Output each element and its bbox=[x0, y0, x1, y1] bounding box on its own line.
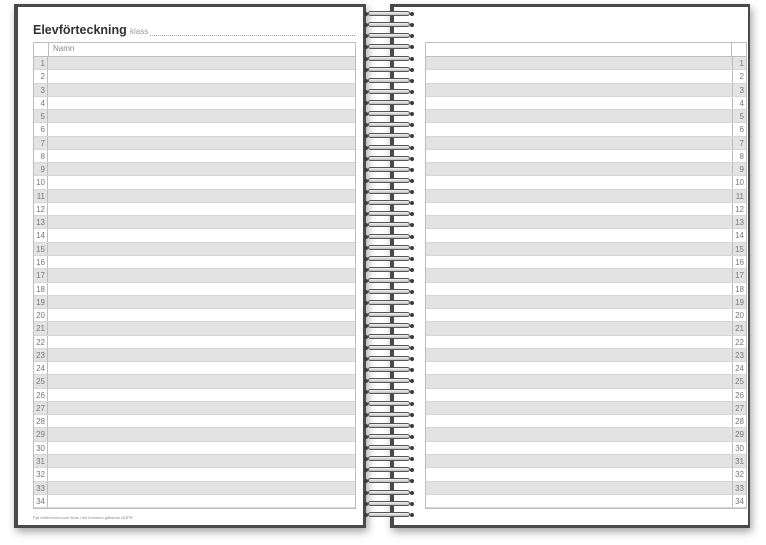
spiral-coil bbox=[364, 43, 414, 52]
klass-label: klass bbox=[130, 27, 149, 36]
spiral-coil bbox=[364, 322, 414, 331]
row-number: 3 bbox=[34, 84, 48, 96]
table-row bbox=[34, 229, 355, 242]
spiral-binding bbox=[364, 6, 414, 528]
spiral-coil bbox=[364, 177, 414, 186]
table-row bbox=[426, 362, 746, 375]
row-number: 10 bbox=[732, 176, 746, 188]
row-number: 2 bbox=[34, 70, 48, 82]
table-rows-right bbox=[426, 57, 746, 508]
row-number: 12 bbox=[34, 203, 48, 215]
row-number: 34 bbox=[732, 495, 746, 507]
spiral-coil bbox=[364, 199, 414, 208]
spiral-coil bbox=[364, 477, 414, 486]
name-column-header: Namn bbox=[53, 44, 75, 53]
table-row bbox=[426, 176, 746, 189]
table-row bbox=[426, 296, 746, 309]
row-number: 3 bbox=[732, 84, 746, 96]
spiral-coil bbox=[364, 66, 414, 75]
table-row bbox=[34, 216, 355, 229]
spiral-coil bbox=[364, 110, 414, 119]
row-number: 9 bbox=[34, 163, 48, 175]
row-number: 14 bbox=[732, 229, 746, 241]
spiral-coil bbox=[364, 221, 414, 230]
spiral-coil bbox=[364, 422, 414, 431]
spiral-coil bbox=[364, 355, 414, 364]
row-number: 17 bbox=[732, 269, 746, 281]
table-row bbox=[34, 322, 355, 335]
spiral-coil bbox=[364, 188, 414, 197]
row-number: 29 bbox=[732, 428, 746, 440]
row-number: 5 bbox=[732, 110, 746, 122]
table-row bbox=[34, 296, 355, 309]
table-rows-left bbox=[34, 57, 355, 508]
spiral-coil bbox=[364, 366, 414, 375]
row-number: 24 bbox=[34, 362, 48, 374]
row-number: 18 bbox=[34, 283, 48, 295]
row-number: 19 bbox=[34, 296, 48, 308]
table-row bbox=[34, 243, 355, 256]
row-number: 15 bbox=[34, 243, 48, 255]
table-row bbox=[426, 70, 746, 83]
table-row bbox=[426, 256, 746, 269]
row-number: 1 bbox=[34, 57, 48, 69]
spiral-coil bbox=[364, 132, 414, 141]
row-number: 34 bbox=[34, 495, 48, 507]
row-number: 8 bbox=[34, 150, 48, 162]
spiral-coil bbox=[364, 55, 414, 64]
table-row bbox=[34, 203, 355, 216]
row-number: 18 bbox=[732, 283, 746, 295]
spiral-coil bbox=[364, 466, 414, 475]
row-number: 9 bbox=[732, 163, 746, 175]
row-number: 13 bbox=[732, 216, 746, 228]
table-row bbox=[34, 190, 355, 203]
table-row bbox=[426, 309, 746, 322]
table-row bbox=[426, 216, 746, 229]
row-number: 16 bbox=[34, 256, 48, 268]
spiral-coil bbox=[364, 411, 414, 420]
row-number: 7 bbox=[34, 137, 48, 149]
table-row bbox=[426, 415, 746, 428]
table-row bbox=[34, 349, 355, 362]
row-number: 10 bbox=[34, 176, 48, 188]
row-number: 8 bbox=[732, 150, 746, 162]
spiral-coil bbox=[364, 299, 414, 308]
table-row bbox=[34, 176, 355, 189]
spiral-coil bbox=[364, 21, 414, 30]
spiral-coil bbox=[364, 288, 414, 297]
table-row bbox=[34, 428, 355, 441]
row-number: 24 bbox=[732, 362, 746, 374]
row-number: 25 bbox=[732, 375, 746, 387]
table-row bbox=[426, 84, 746, 97]
row-number: 2 bbox=[732, 70, 746, 82]
table-row bbox=[34, 84, 355, 97]
table-row bbox=[426, 110, 746, 123]
spiral-coil bbox=[364, 244, 414, 253]
spiral-coil bbox=[364, 277, 414, 286]
table-row bbox=[426, 402, 746, 415]
table-row bbox=[34, 375, 355, 388]
table-row bbox=[426, 336, 746, 349]
table-row bbox=[426, 442, 746, 455]
row-number: 4 bbox=[732, 97, 746, 109]
table-row bbox=[34, 415, 355, 428]
row-number: 27 bbox=[732, 402, 746, 414]
table-row bbox=[426, 150, 746, 163]
table-row bbox=[34, 283, 355, 296]
row-number: 23 bbox=[732, 349, 746, 361]
table-row bbox=[34, 309, 355, 322]
row-number: 1 bbox=[732, 57, 746, 69]
spiral-coil bbox=[364, 444, 414, 453]
row-number: 7 bbox=[732, 137, 746, 149]
student-table-right bbox=[425, 42, 747, 509]
spiral-coil bbox=[364, 155, 414, 164]
table-row bbox=[34, 256, 355, 269]
table-row bbox=[426, 97, 746, 110]
table-row bbox=[426, 229, 746, 242]
spiral-coil bbox=[364, 344, 414, 353]
row-number: 33 bbox=[732, 482, 746, 494]
row-number: 6 bbox=[732, 123, 746, 135]
table-row bbox=[426, 468, 746, 481]
table-row bbox=[34, 336, 355, 349]
row-number: 30 bbox=[732, 442, 746, 454]
table-row bbox=[34, 137, 355, 150]
table-row bbox=[34, 110, 355, 123]
row-number: 27 bbox=[34, 402, 48, 414]
spiral-coil bbox=[364, 377, 414, 386]
table-row bbox=[426, 349, 746, 362]
spiral-coil bbox=[364, 333, 414, 342]
table-row bbox=[34, 150, 355, 163]
row-number: 28 bbox=[34, 415, 48, 427]
table-row bbox=[426, 269, 746, 282]
spiral-coil bbox=[364, 233, 414, 242]
spiral-coil bbox=[364, 121, 414, 130]
row-number: 25 bbox=[34, 375, 48, 387]
table-header bbox=[426, 43, 746, 57]
row-number: 16 bbox=[732, 256, 746, 268]
table-row bbox=[34, 57, 355, 70]
table-row bbox=[426, 428, 746, 441]
table-header bbox=[34, 43, 355, 57]
table-row bbox=[426, 190, 746, 203]
table-row bbox=[34, 269, 355, 282]
row-number: 19 bbox=[732, 296, 746, 308]
table-row bbox=[426, 243, 746, 256]
table-row bbox=[426, 482, 746, 495]
row-number: 22 bbox=[732, 336, 746, 348]
row-number: 21 bbox=[732, 322, 746, 334]
row-number: 4 bbox=[34, 97, 48, 109]
row-number: 23 bbox=[34, 349, 48, 361]
spiral-coil bbox=[364, 32, 414, 41]
table-row bbox=[426, 389, 746, 402]
table-row bbox=[34, 402, 355, 415]
table-row bbox=[426, 322, 746, 335]
spiral-coil bbox=[364, 266, 414, 275]
number-column-header bbox=[731, 43, 746, 56]
table-row bbox=[426, 495, 746, 508]
table-row bbox=[34, 97, 355, 110]
row-number: 17 bbox=[34, 269, 48, 281]
table-row bbox=[34, 455, 355, 468]
spiral-coil bbox=[364, 88, 414, 97]
spiral-coil bbox=[364, 255, 414, 264]
table-row bbox=[34, 468, 355, 481]
row-number: 5 bbox=[34, 110, 48, 122]
page-title: Elevförteckning bbox=[33, 23, 127, 37]
table-row bbox=[426, 375, 746, 388]
row-number: 20 bbox=[34, 309, 48, 321]
table-row bbox=[34, 163, 355, 176]
table-row bbox=[426, 57, 746, 70]
row-number: 13 bbox=[34, 216, 48, 228]
row-number: 30 bbox=[34, 442, 48, 454]
table-row bbox=[34, 482, 355, 495]
right-page bbox=[394, 7, 748, 525]
row-number: 26 bbox=[34, 389, 48, 401]
row-number: 32 bbox=[34, 468, 48, 480]
table-row bbox=[34, 362, 355, 375]
spiral-coil bbox=[364, 455, 414, 464]
row-number: 33 bbox=[34, 482, 48, 494]
table-row bbox=[34, 389, 355, 402]
row-number: 14 bbox=[34, 229, 48, 241]
table-row bbox=[426, 123, 746, 136]
left-page bbox=[18, 7, 363, 525]
number-column-header bbox=[34, 43, 49, 56]
row-number: 6 bbox=[34, 123, 48, 135]
spiral-coil bbox=[364, 77, 414, 86]
klass-fill-line bbox=[150, 35, 355, 36]
spiral-coil bbox=[364, 10, 414, 19]
spiral-coil bbox=[364, 99, 414, 108]
row-number: 20 bbox=[732, 309, 746, 321]
row-number: 11 bbox=[34, 190, 48, 202]
row-number: 11 bbox=[732, 190, 746, 202]
table-row bbox=[426, 283, 746, 296]
spiral-coil bbox=[364, 511, 414, 520]
table-row bbox=[34, 495, 355, 508]
spiral-coil bbox=[364, 433, 414, 442]
footer-note: Fyll i/efterforma som finns i din kommun gällande GDPR bbox=[33, 515, 133, 520]
spiral-coil bbox=[364, 489, 414, 498]
row-number: 21 bbox=[34, 322, 48, 334]
spiral-coil bbox=[364, 210, 414, 219]
row-number: 29 bbox=[34, 428, 48, 440]
row-number: 28 bbox=[732, 415, 746, 427]
table-row bbox=[426, 203, 746, 216]
table-row bbox=[426, 163, 746, 176]
spiral-coil bbox=[364, 311, 414, 320]
table-row bbox=[34, 70, 355, 83]
student-table-left bbox=[33, 42, 356, 509]
row-number: 15 bbox=[732, 243, 746, 255]
row-number: 32 bbox=[732, 468, 746, 480]
row-number: 22 bbox=[34, 336, 48, 348]
spiral-coil bbox=[364, 144, 414, 153]
row-number: 31 bbox=[34, 455, 48, 467]
spiral-coil bbox=[364, 388, 414, 397]
spiral-coil bbox=[364, 500, 414, 509]
table-row bbox=[34, 442, 355, 455]
row-number: 26 bbox=[732, 389, 746, 401]
spiral-coil bbox=[364, 166, 414, 175]
row-number: 12 bbox=[732, 203, 746, 215]
table-row bbox=[426, 137, 746, 150]
table-row bbox=[426, 455, 746, 468]
spiral-coil bbox=[364, 400, 414, 409]
row-number: 31 bbox=[732, 455, 746, 467]
table-row bbox=[34, 123, 355, 136]
